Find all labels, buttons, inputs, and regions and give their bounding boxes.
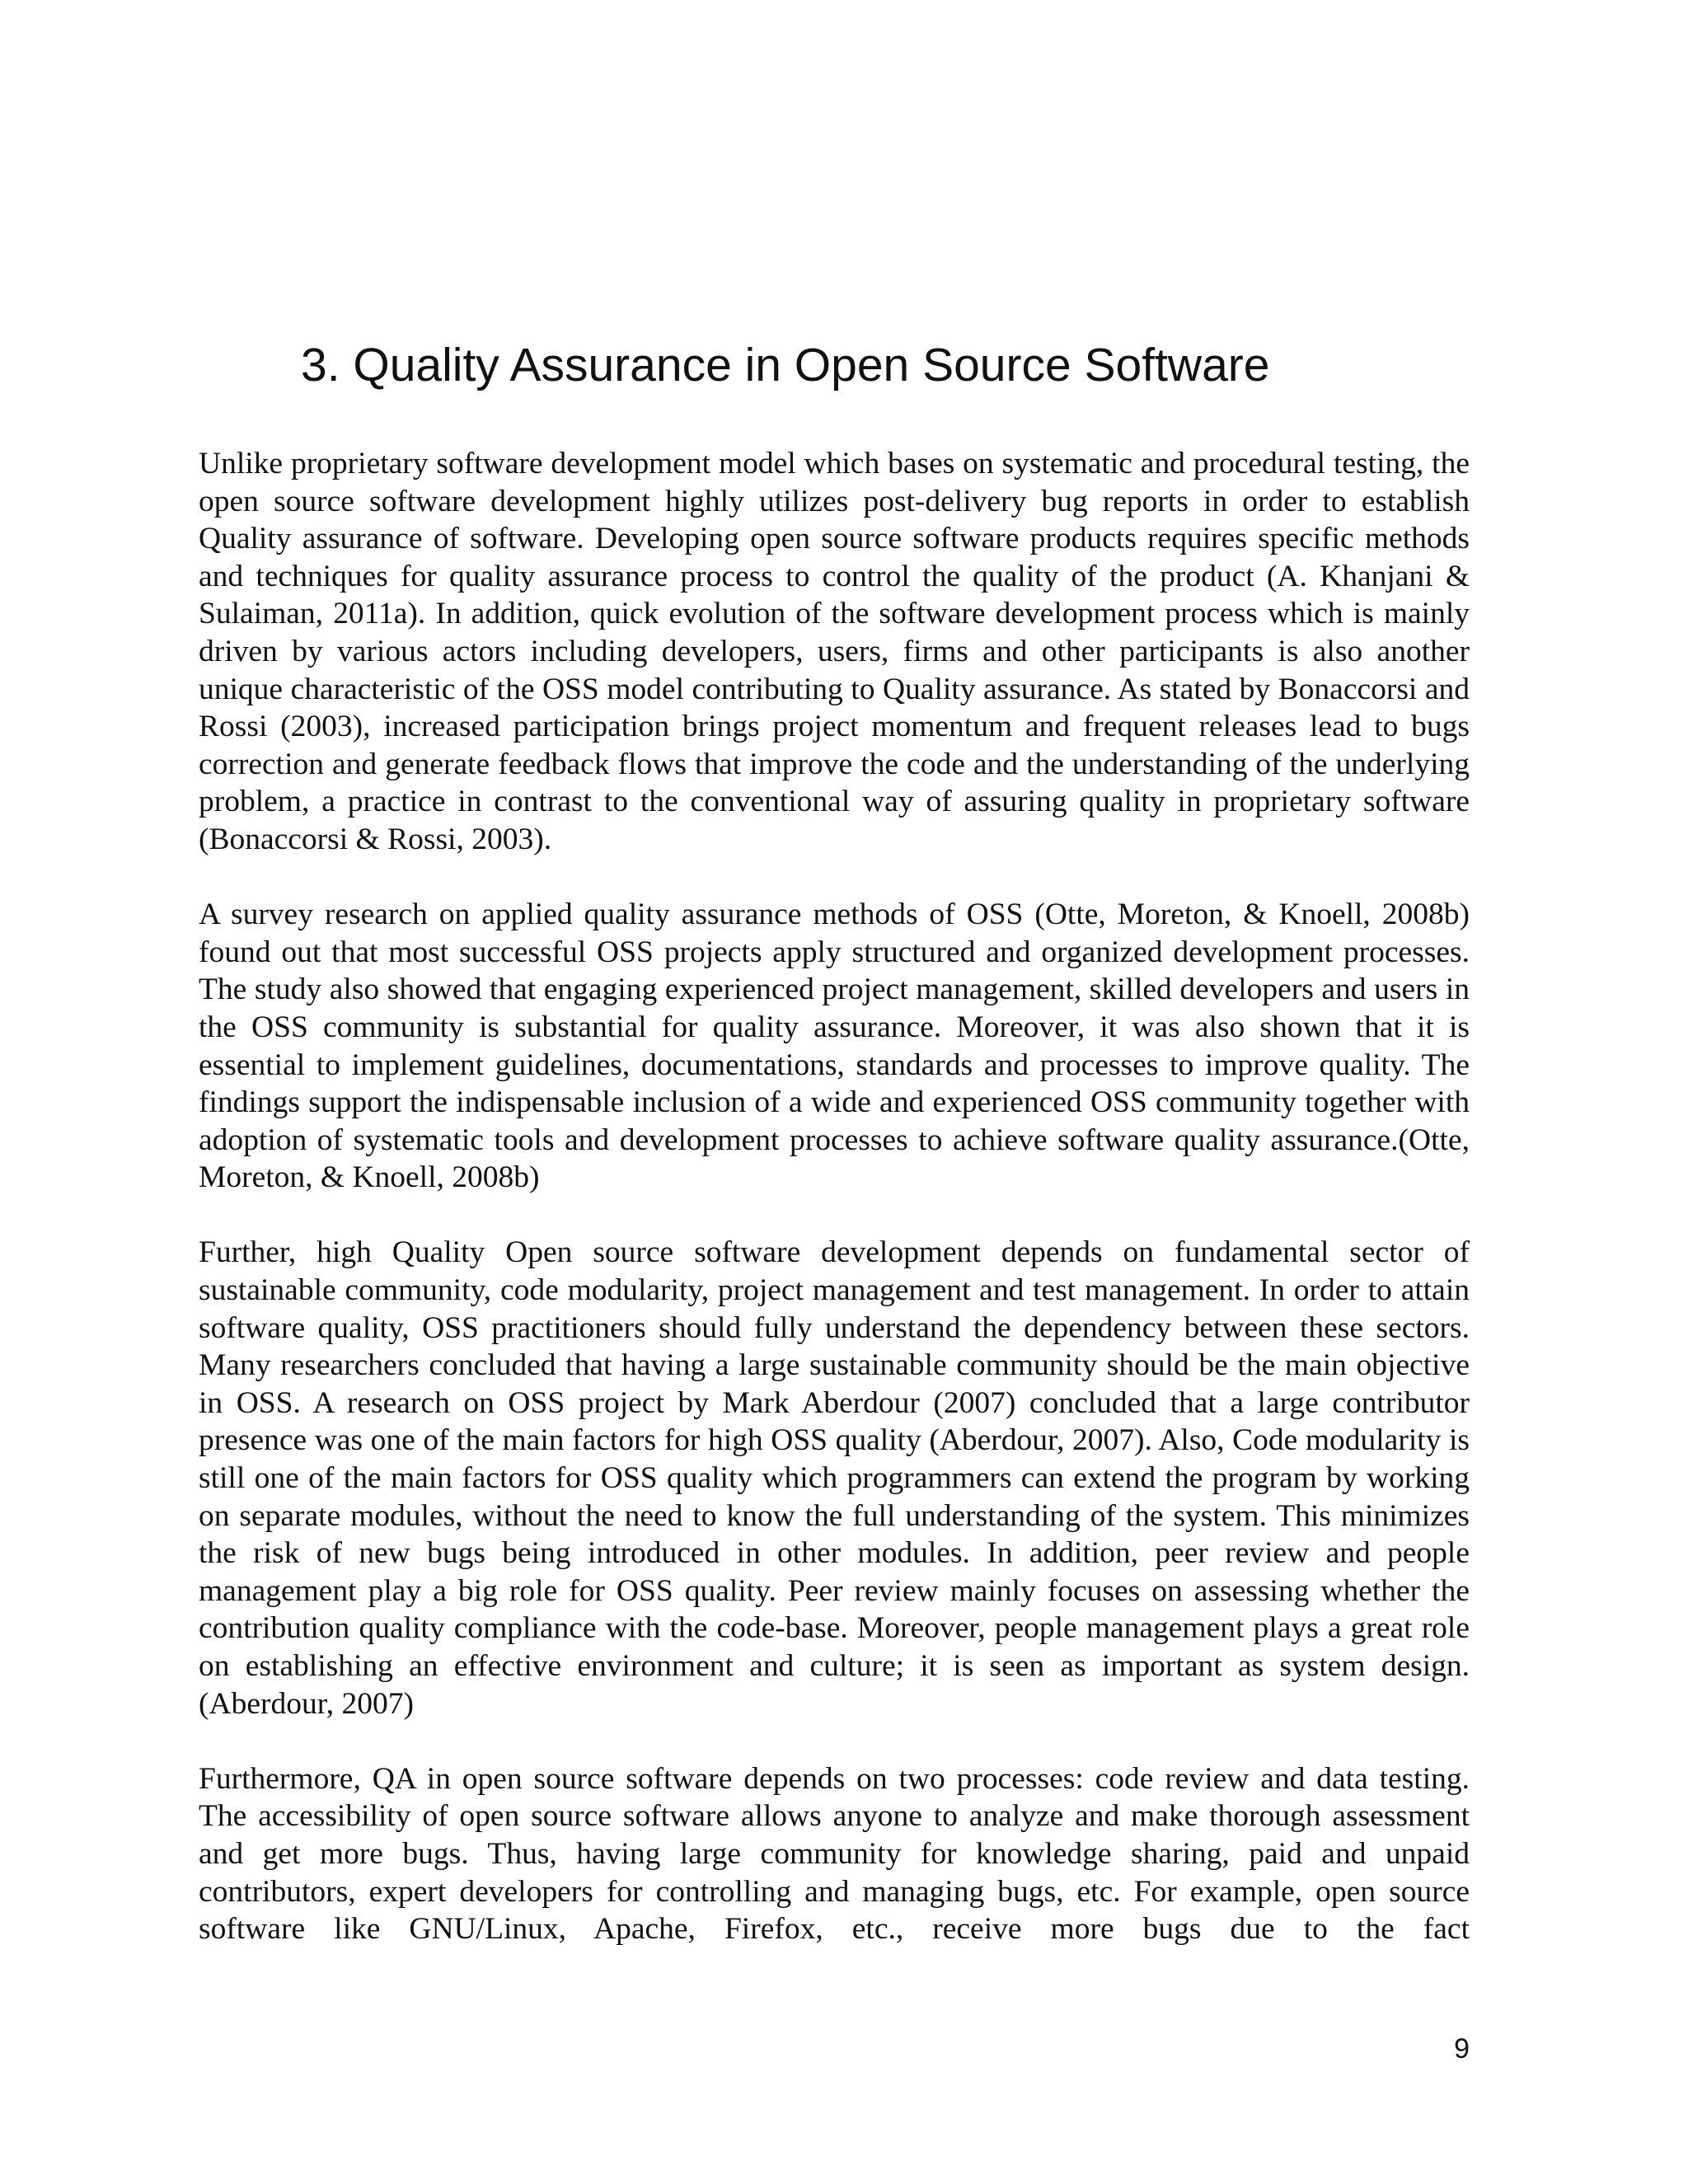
section-heading: 3. Quality Assurance in Open Source Software <box>301 339 1270 391</box>
paragraph-4: Furthermore, QA in open source software depends on two processes: code review and data testing. The accessibility of open source software allows anyone to analyze and make thorough assessment and get more bugs. Thus, having large community for knowledge sharing, paid and unpaid contributors, expert developers for controlling and managing bugs, etc. For example, open source software like GNU/Linux, Apache, Firefox, etc., receive more bugs due to the fact <box>199 1761 1470 1947</box>
paragraph-3: Further, high Quality Open source software development depends on fundamental sector of sustainable community, code modularity, project management and test management. In order to attain software quality, OSS practitioners should fully understand the dependency between these sectors. Many researchers concluded that having a large sustainable community should be the main objective in OSS. A research on OSS project by Mark Aberdour (2007) concluded that a large contributor presence was one of the main factors for high OSS quality (Aberdour, 2007). Also, Code modularity is still one of the main factors for OSS quality which programmers can extend the program by working on separate modules, without the need to know the full understanding of the system. This minimizes the risk of new bugs being introduced in other modules. In addition, peer review and people management play a big role for OSS quality. Peer review mainly focuses on assessing whether the contribution quality compliance with the code-base. Moreover, people management plays a great role on establishing an effective environment and culture; it is seen as important as system design. (Aberdour, 2007) <box>199 1235 1470 1721</box>
body-text <box>199 445 1470 1948</box>
page-number: 9 <box>1454 2033 1470 2064</box>
paragraph-2: A survey research on applied quality assurance methods of OSS (Otte, Moreton, & Knoell, 2008b) found out that most successful OSS projects apply structured and organized development processes. The study also showed that engaging experienced project management, skilled developers and users in the OSS community is substantial for quality assurance. Moreover, it was also shown that it is essential to implement guidelines, documentations, standards and processes to improve quality. The findings support the indispensable inclusion of a wide and experienced OSS community together with adoption of systematic tools and development processes to achieve software quality assurance.(Otte, Moreton, & Knoell, 2008b) <box>199 898 1470 1195</box>
paragraph-1: Unlike proprietary software development model which bases on systematic and procedural testing, the open source software development highly utilizes post-delivery bug reports in order to establish Quality assurance of software. Developing open source software products requires specific methods and techniques for quality assurance process to control the quality of the product (A. Khanjani & Sulaiman, 2011a). In addition, quick evolution of the software development process which is mainly driven by various actors including developers, users, firms and other participants is also another unique characteristic of the OSS model contributing to Quality assurance. As stated by Bonaccorsi and Rossi (2003), increased participation brings project momentum and frequent releases lead to bugs correction and generate feedback flows that improve the code and the understanding of the underlying problem, a practice in contrast to the conventional way of assuring quality in proprietary software (Bonaccorsi & Rossi, 2003). <box>199 447 1470 856</box>
